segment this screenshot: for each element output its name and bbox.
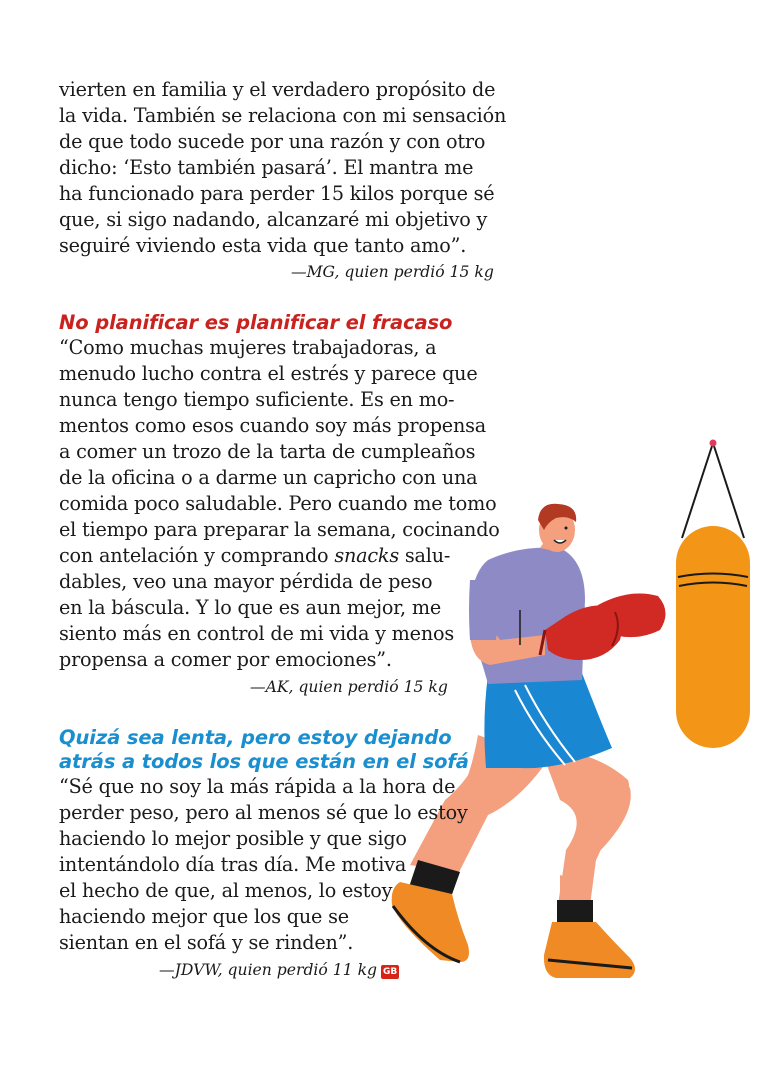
signature-jdvw <box>159 960 399 980</box>
paragraph-line-snacks <box>59 543 450 569</box>
paragraph-line: nunca tengo tiempo suficiente. Es en mo- <box>59 388 455 411</box>
paragraph-line: comida poco saludable. Pero cuando me tomo <box>59 492 497 515</box>
paragraph-line: mentos como esos cuando soy más propensa <box>59 414 486 437</box>
paragraph-line: a comer un trozo de la tarta de cumpleaños <box>59 440 476 463</box>
paragraph-line: dicho: ‘Esto también pasará’. El mantra me <box>59 156 474 179</box>
signature-ak: —AK, quien perdió 15 kg <box>250 678 448 696</box>
paragraph-line: el hecho de que, al menos, lo estoy <box>59 879 393 902</box>
paragraph-line: el tiempo para preparar la semana, cocinando <box>59 518 500 541</box>
paragraph-line: “Como muchas mujeres trabajadoras, a <box>59 336 437 359</box>
paragraph-line: haciendo mejor que los que se <box>59 905 349 928</box>
signature-mg: —MG, quien perdió 15 kg <box>291 263 494 281</box>
paragraph-line: en la báscula. Y lo que es aun mejor, me <box>59 596 441 619</box>
paragraph-line: de que todo sucede por una razón y con otro <box>59 130 486 153</box>
italic-word-snacks: snacks <box>334 544 399 567</box>
paragraph-line: seguiré viviendo esta vida que tanto amo”. <box>59 234 467 257</box>
paragraph-line: siento más en control de mi vida y menos <box>59 622 454 645</box>
punching-bag-illustration <box>676 440 750 749</box>
section-heading-slow-2: atrás a todos los que están en el sofá <box>59 750 469 773</box>
paragraph-line: la vida. También se relaciona con mi sensación <box>59 104 507 127</box>
paragraph-line: propensa a comer por emociones”. <box>59 648 392 671</box>
paragraph-line: “Sé que no soy la más rápida a la hora de <box>59 775 456 798</box>
signature-text: —JDVW, quien perdió 11 kg <box>159 961 377 979</box>
paragraph-line: que, si sigo nadando, alcanzaré mi objetivo y <box>59 208 488 231</box>
paragraph-line: perder peso, pero al menos sé que lo estoy <box>59 801 468 824</box>
paragraph-line: dables, veo una mayor pérdida de peso <box>59 570 433 593</box>
line-text: con antelación y comprando <box>59 544 335 567</box>
paragraph-line: sientan en el sofá y se rinden”. <box>59 931 354 954</box>
paragraph-line: de la oficina o a darme un capricho con una <box>59 466 478 489</box>
section-heading-planning: No planificar es planificar el fracaso <box>59 311 453 334</box>
paragraph-line: intentándolo día tras día. Me motiva <box>59 853 407 876</box>
paragraph-line: haciendo lo mejor posible y que sigo <box>59 827 407 850</box>
line-text-tail: salu- <box>398 544 451 567</box>
paragraph-line: vierten en familia y el verdadero propósito de <box>59 78 496 101</box>
gb-badge-icon: GB <box>383 967 398 977</box>
paragraph-line: menudo lucho contra el estrés y parece que <box>59 362 478 385</box>
section-heading-slow: Quizá sea lenta, pero estoy dejando <box>59 726 452 749</box>
paragraph-line: ha funcionado para perder 15 kilos porque sé <box>59 182 495 205</box>
